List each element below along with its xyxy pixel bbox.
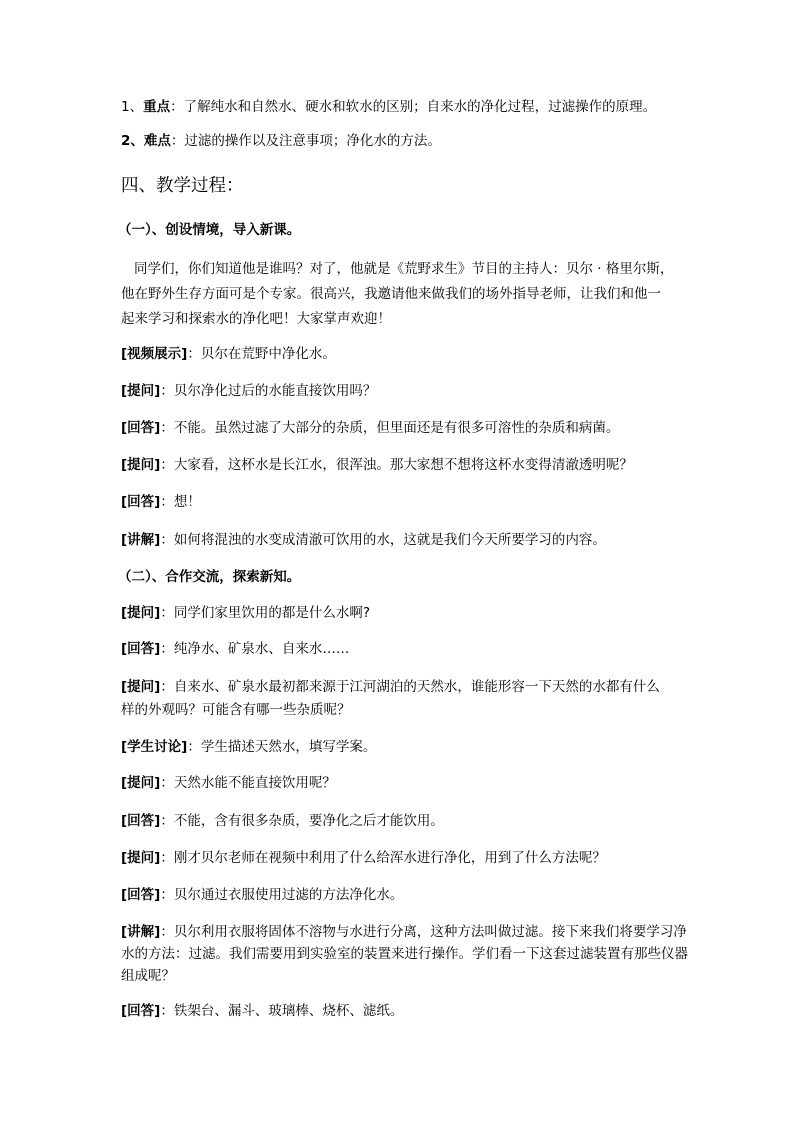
- entry-text: ：铁架台、漏斗、玻璃棒、烧杯、滤纸。: [160, 1003, 404, 1019]
- entry-text: ：贝尔在荒野中净化水。: [187, 346, 336, 362]
- entry-label: [回答]: [121, 494, 161, 510]
- entry-text: ：学生描述天然水，填写学案。: [187, 739, 377, 755]
- part2-entry-5: [121, 773, 336, 793]
- entry-text: ：想！: [160, 494, 201, 510]
- part1-heading: （一）、创设情境，导入新课。: [118, 222, 301, 238]
- part1-intro-line3: 起来学习和探索水的净化吧！大家掌声欢迎！: [121, 311, 391, 327]
- entry-label: [回答]: [121, 641, 161, 657]
- part1-intro-line2: 他在野外生存方面可是个专家。很高兴，我邀请他来做我们的场外指导老师，让我们和他一: [121, 286, 661, 302]
- key-point-1: [121, 97, 656, 117]
- entry-text: ：如何将混浊的水变成清澈可饮用的水，这就是我们今天所要学习的内容。: [160, 532, 606, 548]
- entry-text: ：同学们家里饮用的都是什么水啊?: [160, 605, 371, 621]
- part1-entry-video: [121, 344, 336, 364]
- entry-label: [提问]: [121, 605, 161, 621]
- part1-intro-line1: 同学们，你们知道他是谁吗？对了，他就是《荒野求生》节目的主持人：贝尔 · 格里尔斯，: [134, 261, 674, 277]
- part1-entry-question1: [121, 381, 376, 401]
- key-point-1-label: 重点: [143, 99, 171, 115]
- entry-label: [讲解]: [121, 924, 161, 940]
- entry-label: [学生讨论]: [121, 739, 188, 755]
- part2-entry-1: [121, 603, 370, 623]
- key-point-1-number: 1、: [121, 99, 144, 115]
- entry-text: ：纯净水、矿泉水、自来水……: [160, 641, 350, 657]
- entry-label: [提问]: [121, 850, 161, 866]
- entry-text: ：不能，含有很多杂质，要净化之后才能饮用。: [160, 813, 444, 829]
- entry-label: [回答]: [121, 813, 161, 829]
- entry-label: [提问]: [121, 457, 161, 473]
- entry-label: [视频展示]: [121, 346, 188, 362]
- entry-label: [提问]: [121, 679, 161, 695]
- key-point-2-label: 难点: [143, 133, 171, 149]
- entry-text: ：不能。虽然过滤了大部分的杂质，但里面还是有很多可溶性的杂质和病菌。: [160, 420, 620, 436]
- entry-label: [提问]: [121, 775, 161, 791]
- section-heading: 四、教学过程：: [121, 176, 244, 196]
- part1-entry-explain: [121, 530, 606, 550]
- entry-text: ：贝尔净化过后的水能直接饮用吗？: [160, 383, 377, 399]
- part2-entry-7: [121, 848, 606, 868]
- part2-entry-10: [121, 1001, 403, 1021]
- part2-entry-3-line2: 样的外观吗？可能含有哪一些杂质呢？: [121, 702, 351, 718]
- entry-text: ：贝尔利用衣服将固体不溶物与水进行分离，这种方法叫做过滤。接下来我们将要学习净: [160, 924, 687, 940]
- key-point-1-text: ：了解纯水和自然水、硬水和软水的区别；自来水的净化过程，过滤操作的原理。: [170, 99, 657, 115]
- entry-text: ：贝尔通过衣服使用过滤的方法净化水。: [160, 887, 404, 903]
- entry-label: [提问]: [121, 383, 161, 399]
- part2-entry-4: [121, 737, 376, 757]
- key-point-2-text: ：过滤的操作以及注意事项；净化水的方法。: [170, 133, 441, 149]
- part2-entry-9-line3: 组成呢？: [121, 968, 175, 984]
- entry-text: ：大家看，这杯水是长江水，很浑浊。那大家想不想将这杯水变得清澈透明呢？: [160, 457, 633, 473]
- part2-entry-9-line2: 水的方法：过滤。我们需要用到实验室的装置来进行操作。学们看一下这套过滤装置有那些仪器: [121, 946, 688, 962]
- entry-label: [回答]: [121, 420, 161, 436]
- part1-entry-answer2: [121, 492, 201, 512]
- part2-entry-6: [121, 811, 444, 831]
- key-point-2: [121, 131, 441, 151]
- part2-entry-9-line1: [121, 922, 687, 942]
- part2-entry-3-line1: [121, 677, 660, 697]
- entry-text: ：自来水、矿泉水最初都来源于江河湖泊的天然水，谁能形容一下天然的水都有什么: [160, 679, 660, 695]
- entry-label: [讲解]: [121, 532, 161, 548]
- entry-label: [回答]: [121, 1003, 161, 1019]
- part2-entry-8: [121, 885, 403, 905]
- key-point-2-number: 2、: [121, 133, 144, 149]
- part2-heading: （二）、合作交流，探索新知。: [118, 569, 301, 585]
- entry-label: [回答]: [121, 887, 161, 903]
- part1-entry-answer1: [121, 418, 619, 438]
- entry-text: ：天然水能不能直接饮用呢？: [160, 775, 336, 791]
- entry-text: ：刚才贝尔老师在视频中利用了什么给浑水进行净化，用到了什么方法呢？: [160, 850, 606, 866]
- part1-entry-question2: [121, 455, 633, 475]
- part2-entry-2: [121, 639, 349, 659]
